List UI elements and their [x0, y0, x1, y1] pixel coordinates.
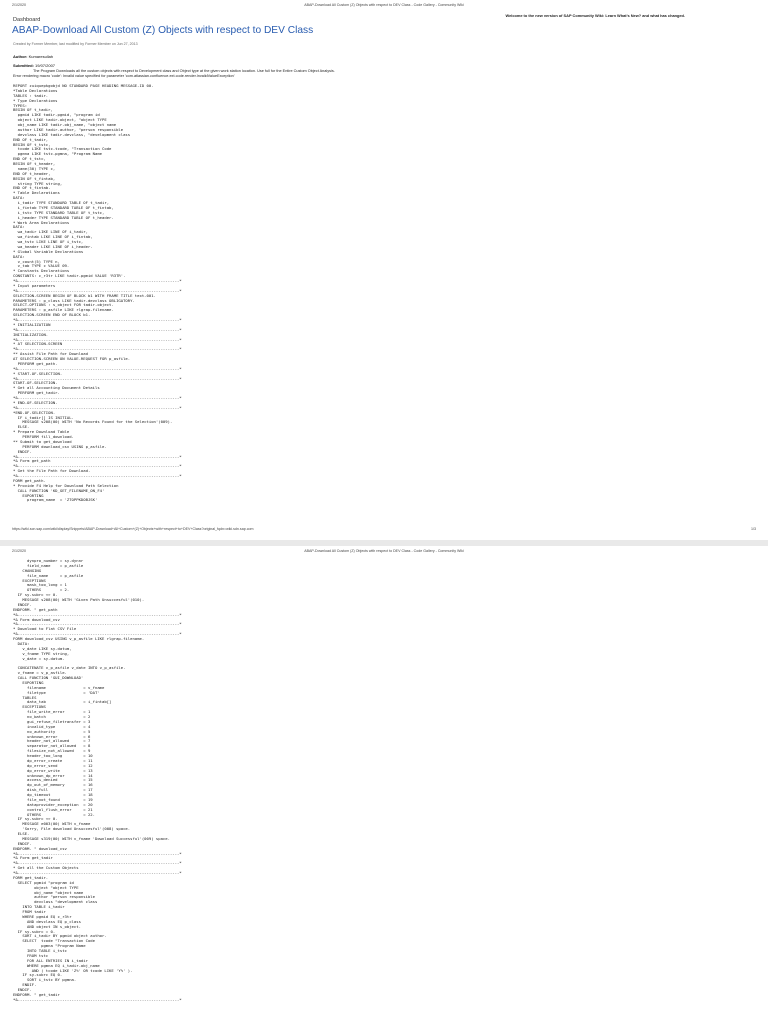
print-footer: [12, 527, 756, 535]
code-block-page1: REPORT zuiquepkgobjd NO STANDARD PAGE HEADING MESSAGE-ID 00. *Table Declarations TABLES : tadir. * Type Declarations TYPES: BEGIN OF t_tadir, pgmid LIKE tadir-pgmid, "program id object LIKE tadir-object, "object TYPE obj_name LIKE tadir-obj_name, "object name author LIKE tadir-author, "person responsible devclass LIKE tadir-devclass, "development class END OF t_tadir, BEGIN OF t_tstc, tcode LIKE tstc-tcode, "Transaction Code pgmna LIKE tstc-pgmna, "Program Name END OF t_tstc, BEGIN OF t_header, name(30) TYPE c, END OF t_header, BEGIN OF t_fintab, string TYPE string, END OF t_fintab. * Table Declarations DATA: i_tadir TYPE STANDARD TABLE OF t_tadir, i_fintab TYPE STANDARD TABLE OF t_fintab, i_tstc TYPE STANDARD TABLE OF t_tstc, i_header TYPE STANDARD TABLE OF t_header. * Work Area Declarations DATA: wa_tadir LIKE LINE OF i_tadir, wa_fintab LIKE LINE OF i_fintab, wa_tstc LIKE LINE OF i_tstc, wa_header LIKE LINE OF i_header. * Global Variable Declarations DATA: v_count(5) TYPE n, v_tab TYPE c VALUE 09. * Constants Declarations CONSTANTS: c_r3tr LIKE tadir-pgmid VALUE 'R3TR'. *&---------------------------------------------------------------------* * Input parameters *&---------------------------------------------------------------------* SELECTION-SCREEN BEGIN OF BLOCK b1 WITH FRAME TITLE text-001. PARAMETERS : p_class LIKE tadir-devclass OBLIGATORY. SELECT-OPTIONS : s_object FOR tadir-object. PARAMETERS : p_asfile LIKE rlgrap-filename. SELECTION-SCREEN END OF BLOCK b1. *&---------------------------------------------------------------------* * INITIALIZATION *&---------------------------------------------------------------------* INITIALIZATION. *&---------------------------------------------------------------------* * AT SELECTION-SCREEN *&---------------------------------------------------------------------* ** Assist File Path for Download AT SELECTION-SCREEN ON VALUE-REQUEST FOR p_asfile. PERFORM get_path. *&---------------------------------------------------------------------* * START-OF-SELECTION. *&---------------------------------------------------------------------* START-OF-SELECTION. * Get all Accounting Document Details PERFORM get_tadir. *&---------------------------------------------------------------------* * END-OF-SELECTION. *&---------------------------------------------------------------------* *END-OF-SELECTION. IF i_tadir[] IS INITIAL. MESSAGE s208(00) WITH 'No Records Found for the Selection'(009). ELSE. * Prepare Download Table PERFORM fill_download. ** Submit to get_download PERFORM download_csv USING p_asfile. ENDIF. *&---------------------------------------------------------------------* *& Form get_path *&---------------------------------------------------------------------* * Get the File Path for Download. *&---------------------------------------------------------------------* FORM get_path. * Provide F4 Help for Download Path Selection CALL FUNCTION 'KD_GET_FILENAME_ON_F4' EXPORTING program_name = 'ZTOPPKDOBJSK': [13, 83, 182, 503]
description-text: The Program Downloads all the custom objects with respect to Development class and Object type at the given work station location. Use full for the Entire Custom Object Analysis.: [33, 69, 335, 73]
footer-url: https://wiki.scn.sap.com/wiki/display/Snippets/ABAP-Download+All+Custom+(Z)+Objects+with+respect+to+DEV+Class?original_fqdn=wiki.sdn.sap.com: [12, 527, 254, 531]
print-title-page2: ABAP-Download All Custom (Z) Objects with respect to DEV Class - Code Gallery - Community Wiki: [304, 549, 464, 553]
print-header: [12, 3, 756, 11]
submitted-label: Submitted:: [13, 63, 34, 68]
author-value: Kumaresullah: [28, 54, 54, 59]
submitted-value: 19/07/2007: [35, 63, 56, 68]
print-date: 2/1/2020: [12, 3, 26, 7]
macro-error: Error rendering macro 'code': Invalid value specified for parameter 'com.atlassian.confluence.ext.code.render.InvalidValueException': [13, 73, 235, 78]
footer-page-number: 1/3: [751, 527, 756, 531]
code-block-page2: dynpro_number = sy-dynnr field_name = p_asfile CHANGING file_name = p_asfile EXCEPTIONS mask_too_long = 1 OTHERS = 2. IF sy-subrc <> 0. MESSAGE s208(00) WITH 'Given Path Unsuccesful'(010). ENDIF. ENDFORM. " get_path *&---------------------------------------------------------------------* *& Form download_csv *&---------------------------------------------------------------------* * Download to Flat CSV File *&---------------------------------------------------------------------* FORM download_csv USING v_p_asfile LIKE rlgrap-filename. DATA: v_date LIKE sy-datum, v_fname TYPE string, v_date = sy-datum. CONCATENATE v_p_asfile v_date INTO v_p_asfile. v_fname = v_p_asfile. CALL FUNCTION 'GUI_DOWNLOAD' EXPORTING filename = v_fname filetype = 'DAT' TABLES data_tab = i_fintab[] EXCEPTIONS file_write_error = 1 no_batch = 2 gui_refuse_filetransfer = 3 invalid_type = 4 no_authority = 5 unknown_error = 6 header_not_allowed = 7 separator_not_allowed = 8 filesize_not_allowed = 9 header_too_long = 10 dp_error_create = 11 dp_error_send = 12 dp_error_write = 13 unknown_dp_error = 14 access_denied = 15 dp_out_of_memory = 16 disk_full = 17 dp_timeout = 18 file_not_found = 19 dataprovider_exception = 20 control_flush_error = 21 OTHERS = 22. IF sy-subrc <> 0. MESSAGE e003(00) WITH v_fname 'Sorry, File download Unsuccesful'(008) space. ELSE. MESSAGE s319(00) WITH v_fname 'Download Successful'(009) space. ENDIF. ENDFORM. " download_csv *&---------------------------------------------------------------------* *& Form get_tadir *&---------------------------------------------------------------------* * Get all the Custom Objects *&---------------------------------------------------------------------* FORM get_tadir. SELECT pgmid "program id object "object TYPE obj_name "object name author "person responsible devclass "development class INTO TABLE i_tadir FROM tadir WHERE pgmid EQ c_r3tr AND devclass EQ p_class AND object IN s_object. IF sy-subrc = 0. SORT i_tadir BY pgmid object author. SELECT tcode "Transaction Code pgmna "Program Name INTO TABLE i_tstc FROM tstc FOR ALL ENTRIES IN i_tadir WHERE pgmna EQ i_tadir-obj_name AND ( tcode LIKE 'Z%' OR tcode LIKE 'Y%' ). IF sy-subrc EQ 0. SORT i_tstc BY pgmna. ENDIF. ENDIF. ENDFORM. " get_tadir *&---------------------------------------------------------------------*: [13, 558, 182, 1002]
print-date-page2: 2/1/2020: [12, 549, 26, 553]
pdf-page-2: [0, 546, 768, 1024]
breadcrumb-dashboard[interactable]: Dashboard: [13, 17, 41, 23]
author-line: [13, 54, 53, 59]
print-title: ABAP-Download All Custom (Z) Objects with respect to DEV Class - Code Gallery - Community Wiki: [304, 3, 464, 7]
print-header-page2: [12, 549, 756, 557]
submitted-line: [13, 63, 55, 68]
description: [13, 69, 673, 78]
page-title: ABAP-Download All Custom (Z) Objects with respect to DEV Class: [12, 25, 314, 36]
created-by-line: Created by Former Member, last modified by Former Member on Jun 27, 2013: [13, 42, 138, 46]
wiki-banner[interactable]: Welcome to the new version of SAP Community Wiki: Learn What's New? and what has changed.: [505, 13, 685, 18]
author-label: Author:: [13, 54, 28, 59]
